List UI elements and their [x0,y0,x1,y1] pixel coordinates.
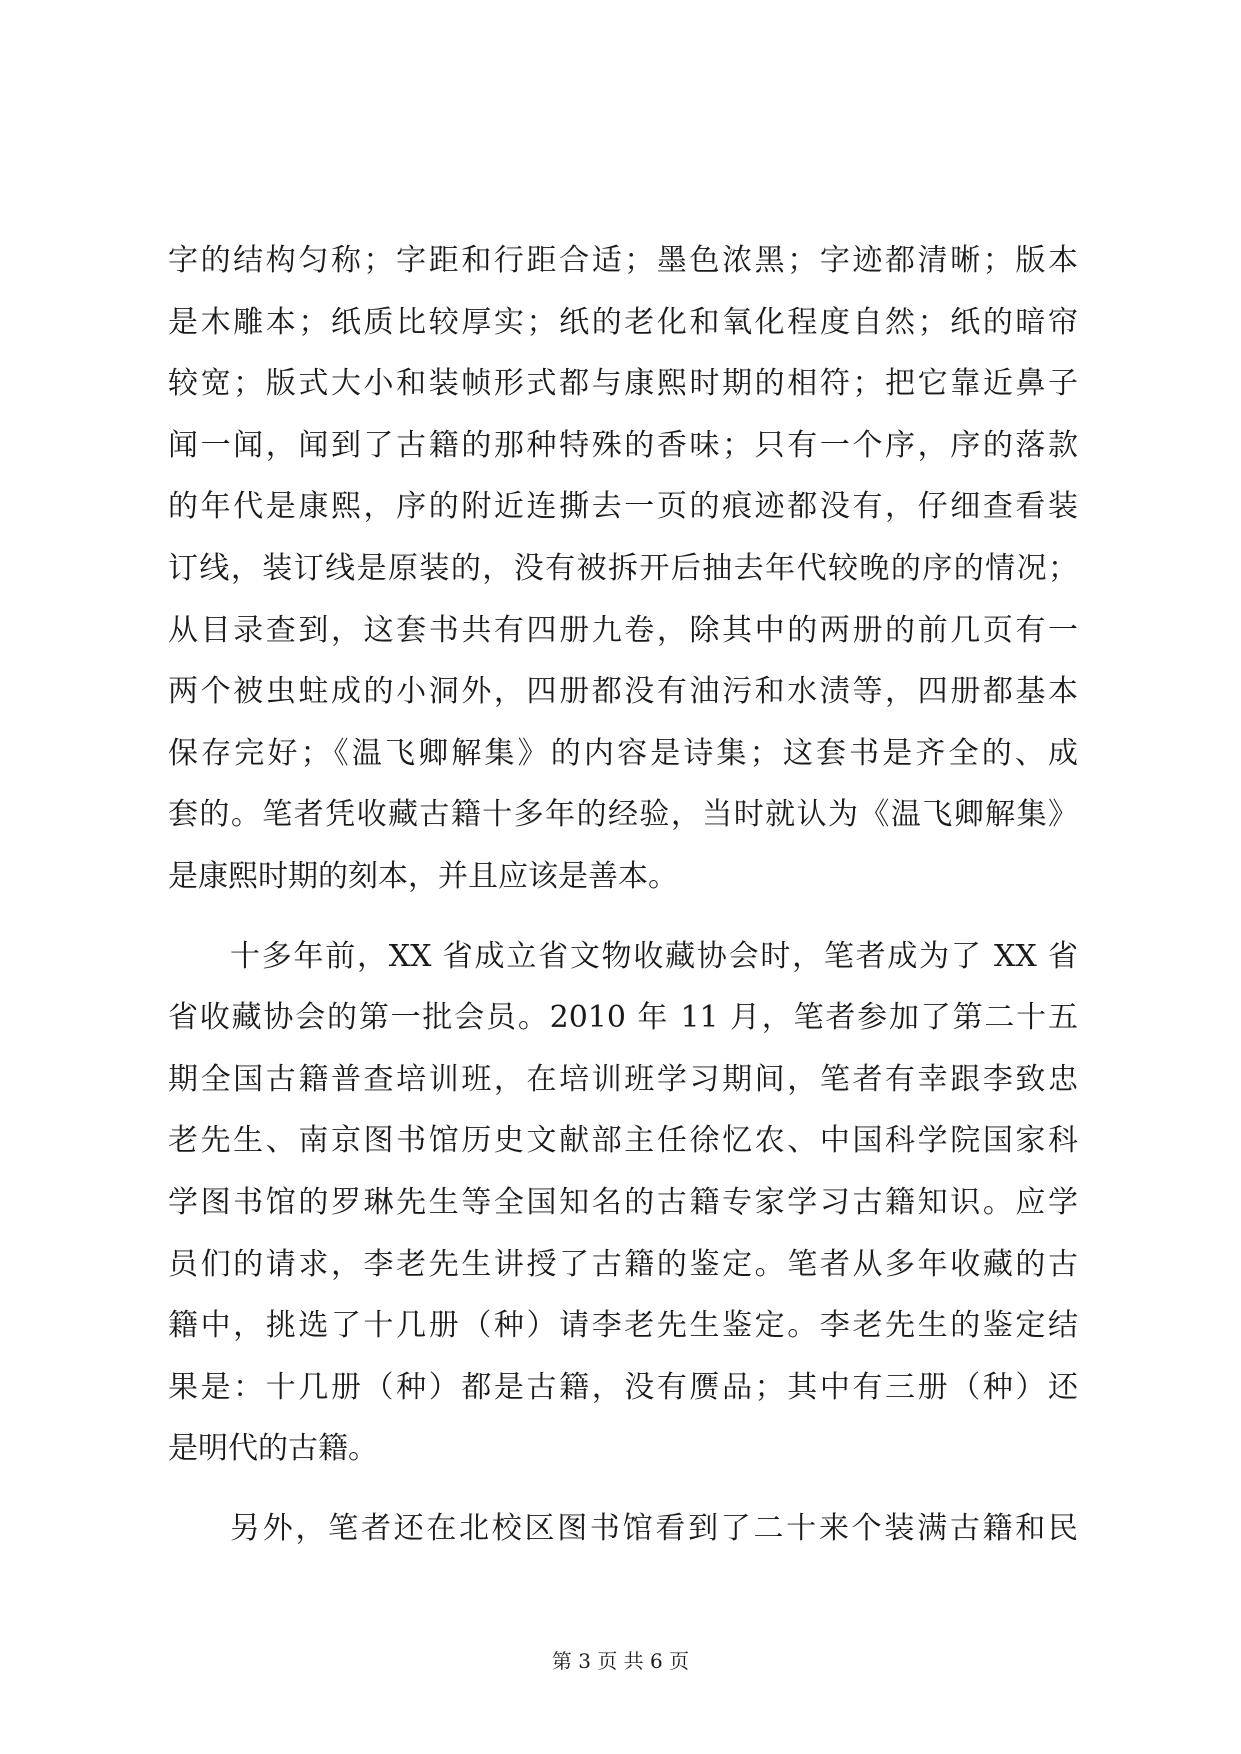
paragraph-2 [168,926,1078,1480]
text-line: 套的。笔者凭收藏古籍十多年的经验，当时就认为《温飞卿解集》 [168,797,1078,833]
text-line: 保存完好；《温飞卿解集》的内容是诗集；这套书是齐全的、成 [168,735,1078,771]
paragraph-1 [168,230,1078,908]
text-line: 订线，装订线是原装的，没有被拆开后抽去年代较晚的序的情况； [168,550,1078,586]
text-line: 从目录查到，这套书共有四册九卷，除其中的两册的前几页有一 [168,612,1078,648]
text-line: 老先生、南京图书馆历史文献部主任徐忆农、中国科学院国家科 [168,1123,1078,1159]
text-line: 十多年前，XX 省成立省文物收藏协会时，笔者成为了 XX 省 [230,938,1078,974]
paragraph-gap [168,1480,1078,1498]
page-number: 第 3 页 共 6 页 [551,1649,690,1673]
text-line: 是康熙时期的刻本，并且应该是善本。 [168,858,678,894]
text-line: 省收藏协会的第一批会员。2010 年 11 月，笔者参加了第二十五 [168,1000,1078,1036]
text-line: 两个被虫蛀成的小洞外，四册都没有油污和水渍等，四册都基本 [168,674,1078,710]
text-line: 是明代的古籍。 [168,1431,378,1467]
text-line: 闻一闻，闻到了古籍的那种特殊的香味；只有一个序，序的落款 [168,427,1078,463]
text-line: 果是：十几册（种）都是古籍，没有赝品；其中有三册（种）还 [168,1369,1078,1405]
text-line: 字的结构匀称；字距和行距合适；墨色浓黑；字迹都清晰；版本 [168,243,1078,278]
paragraph-3 [168,1498,1078,1560]
text-line: 期全国古籍普查培训班，在培训班学习期间，笔者有幸跟李致忠 [168,1061,1078,1097]
paragraph-gap [168,908,1078,926]
page-footer [0,1645,1241,1674]
text-line: 是木雕本；纸质比较厚实；纸的老化和氧化程度自然；纸的暗帘 [168,304,1078,340]
text-line: 另外，笔者还在北校区图书馆看到了二十来个装满古籍和民 [230,1510,1078,1546]
document-body [168,230,1078,1559]
text-line: 籍中，挑选了十几册（种）请李老先生鉴定。李老先生的鉴定结 [168,1308,1078,1344]
text-line: 的年代是康熙，序的附近连撕去一页的痕迹都没有，仔细查看装 [168,489,1078,525]
text-line: 较宽；版式大小和装帧形式都与康熙时期的相符；把它靠近鼻子 [168,366,1078,402]
text-line: 学图书馆的罗琳先生等全国知名的古籍专家学习古籍知识。应学 [168,1184,1078,1220]
text-line: 员们的请求，李老先生讲授了古籍的鉴定。笔者从多年收藏的古 [168,1246,1078,1282]
